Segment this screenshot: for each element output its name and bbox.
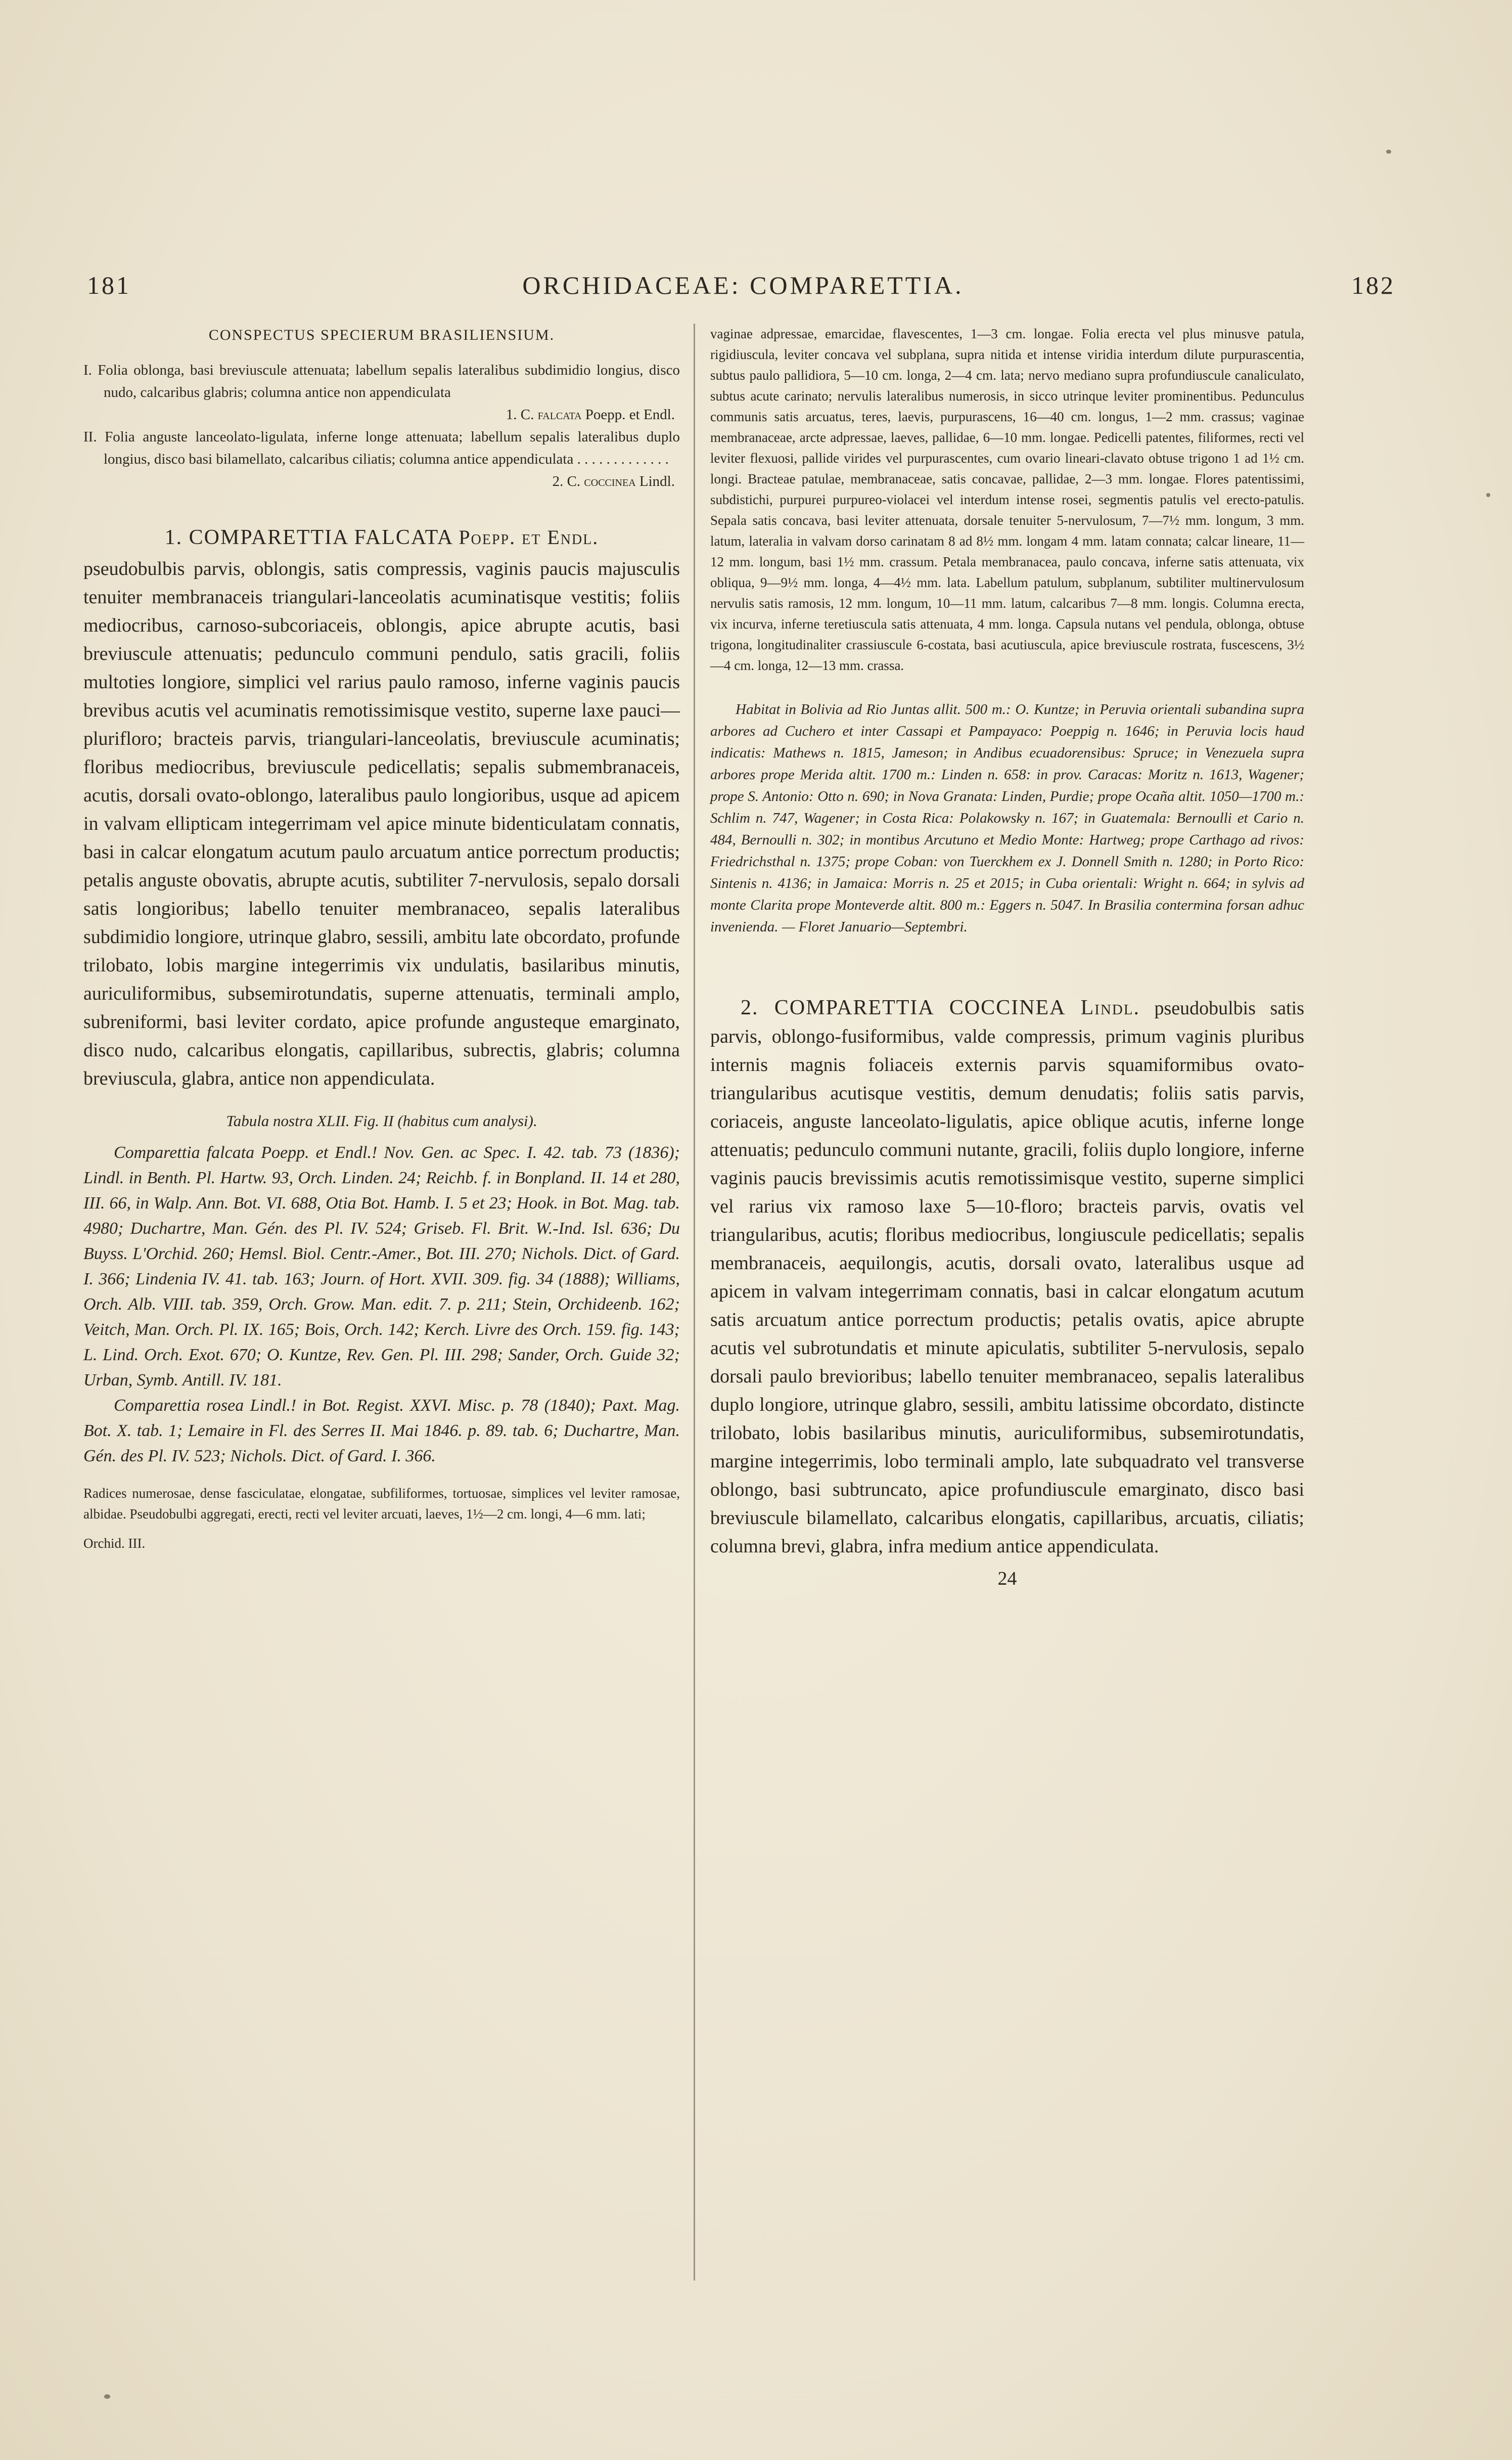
key-result-2-num: 2. C. <box>552 473 581 489</box>
conspectus-key <box>83 359 680 493</box>
conspectus-title: CONSPECTUS SPECIERUM BRASILIENSIUM. <box>208 327 555 343</box>
key-result-2-name: coccinea <box>584 473 636 489</box>
synonymy-falcata: Comparettia falcata Poepp. et Endl.! Nov. Gen. ac Spec. I. 42. tab. 73 (1836); Lindl. in Benth. Pl. Hartw. 93, Orch. Linden. 24; Reichb. f. in Bonpland. II. 14 et 280, III. 66, in Walp. Ann. Bot. VI. 688, Otia Bot. Hamb. I. 5 et 23; Hook. in Bot. Mag. tab. 4980; Duchartre, Man. Gén. des Pl. IV. 524; Griseb. Fl. Brit. W.-Ind. Isl. 636; Du Buyss. L'Orchid. 260; Hemsl. Biol. Centr.-Amer., Bot. III. 270; Nichols. Dict. of Gard. I. 366; Lindenia IV. 41. tab. 163; Journ. of Hort. XVII. 309. fig. 34 (1888); Williams, Orch. Alb. VIII. tab. 359, Orch. Grow. Man. edit. 7. p. 211; Stein, Orchideenb. 162; Veitch, Man. Orch. Pl. IX. 165; Bois, Orch. 142; Kerch. Livre des Orch. 159. fig. 143; L. Lind. Orch. Exot. 670; O. Kuntze, Rev. Gen. Pl. III. 298; Sander, Orch. Guide 32; Urban, Symb. Antill. IV. 181. <box>83 1143 680 1390</box>
species-2-heading <box>741 996 1140 1019</box>
species-1-synonymy <box>83 1140 680 1469</box>
synonymy-rosea: Comparettia rosea Lindl.! in Bot. Regist. XXVI. Misc. p. 78 (1840); Paxt. Mag. Bot. X. tab. 1; Lemaire in Fl. des Serres II. Mai 1846. p. 89. tab. 6; Duchartre, Man. Gén. des Pl. IV. 523; Nichols. Dict. of Gard. I. 366. <box>83 1396 680 1465</box>
species-2-description <box>710 994 1304 1560</box>
species-2-description-text: pseudobulbis satis parvis, oblongo-fusiformibus, valde compressis, primum vaginis pluribus internis magnis foliaceis externis parvis squamiformibus ovato-triangularibus acutisque vestitis, demum denudatis; foliis satis parvis, coriaceis, anguste lanceolato-ligulatis, apice oblique acutis, inferne longe attenuatis; pedunculo communi nutante, gracili, foliis duplo longiore, inferne vaginis paucis brevissimis acutis remotissimisque vestito, superne simplici vel rarius vix ramoso laxe 5—10-floro; bracteis parvis, ovatis vel triangularibus, acutis; floribus mediocribus, longiuscule pedicellatis; sepalis membranaceis, aequilongis, acutis, dorsali ovato, lateralibus usque ad apicem in valvam integerrimam connatis, basi in calcar elongatum acutum satis arcuatum antice porrectum productis; petalis ovatis, apice abrupte acutis vel subrotundatis et minute apiculatis, subtiliter 5-nervulosis, sepalo dorsali paulo brevioribus; labello tenuiter membranaceo, sepalis lateralibus duplo longiore, utrinque glabro, sessili, ambitu latissime obcordato, distincte trilobato, lobis basilaribus minutis, auriculiformibus, subsemirotundatis, margine integerrimis, lobo terminali amplo, late subquadrato vel transverse oblongo, basi subtruncato, apice profundiuscule emarginato, disco basi breviuscule bilamellato, calcaribus elongatis, capillaribus, arcuatis, ciliatis; columna brevi, glabra, infra medium antice appendiculata. <box>710 998 1304 1557</box>
species-2-name: COMPARETTIA COCCINEA <box>774 996 1065 1019</box>
speck <box>1386 150 1391 154</box>
species-1-authority: Poepp. et Endl. <box>459 526 599 549</box>
key-result-1-num: 1. C. <box>506 407 534 423</box>
species-2-number: 2. <box>741 996 759 1019</box>
species-2-block <box>710 994 1304 1560</box>
speck <box>104 2394 110 2399</box>
key-result-2-auth: Lindl. <box>639 473 675 489</box>
species-1-description: pseudobulbis parvis, oblongis, satis compressis, vaginis paucis majusculis tenuiter membranaceis triangulari-lanceolatis acuminatisque vestitis; foliis mediocribus, carnoso-subcoriaceis, oblongis, apice abrupte acutis, basi breviuscule attenuatis; pedunculo communi pendulo, satis gracili, foliis multoties longiore, simplici vel rarius paulo ramoso, inferne vaginis paucis brevibus acutis vel acuminatis remotissimisque vestito, superne laxe pauci—plurifloro; bracteis parvis, triangulari-lanceolatis, breviuscule acuminatis; floribus mediocribus, breviuscule pedicellatis; sepalis submembranaceis, acutis, dorsali ovato-oblongo, lateralibus paulo longioribus, usque ad apicem in valvam ellipticam integerrimam vel apice minute bidenticulatam connatis, basi in calcar elongatum acutum paulo arcuatum antice porrectum productis; petalis anguste obovatis, abrupte acutis, subtiliter 7-nervulosis, sepalo dorsali satis longioribus; labello tenuiter membranaceo, sepalis lateralibus subdimidio longiore, utrinque glabro, sessili, ambitu late obcordato, profunde trilobato, lobis margine integerrimis vix undulatis, basilaribus minutis, auriculiformibus, subsemirotundatis, superne attenuatis, terminali amplo, subreniformi, basi leviter cordato, apice profunde angusteque emarginato, disco nudo, calcaribus elongatis, capillaribus, subrectis, glabris; columna breviuscula, glabra, antice non appendiculata. <box>83 558 680 1089</box>
left-column <box>83 324 680 1551</box>
tabula-reference: Tabula nostra XLII. Fig. II (habitus cum analysi). <box>226 1112 537 1130</box>
running-header <box>81 271 1405 306</box>
key-item-1: I. Folia oblonga, basi breviuscule attenuata; labellum sepalis lateralibus subdimidio longius, disco nudo, calcaribus glabris; columna antice non appendiculata <box>83 362 680 400</box>
key-result-2 <box>83 470 680 493</box>
species-1-notes-left: Radices numerosae, dense fasciculatae, elongatae, subfiliformes, tortuosae, simplices vel leviter ramosae, albidae. Pseudobulbi aggregati, erecti, recti vel leviter arcuati, laeves, 1½—2 cm. longi, 4—6 mm. lati; <box>83 1486 680 1522</box>
column-divider <box>694 324 695 2280</box>
page-number-left: 181 <box>87 271 131 299</box>
page-number-right: 182 <box>1351 271 1395 299</box>
species-2-authority: Lindl. <box>1080 996 1140 1019</box>
key-result-1 <box>83 404 680 426</box>
running-title: ORCHIDACEAE: COMPARETTIA. <box>522 271 964 299</box>
key-item-2: II. Folia anguste lanceolato-ligulata, inferne longe attenuata; labellum sepalis lateralibus duplo longius, disco basi bilamellato, calcaribus ciliatis; columna antice appendiculata . . . . . . . . . . . . . <box>83 429 680 467</box>
key-result-1-name: falcata <box>537 407 582 423</box>
right-column <box>710 324 1304 1590</box>
species-1-number: 1. <box>164 526 183 549</box>
species-1-notes-right: vaginae adpressae, emarcidae, flavescentes, 1—3 cm. longae. Folia erecta vel plus minusve patula, rigidiuscula, leviter concava vel subplana, supra nitida et intense viridia interdum dilute purpurascentia, subtus paulo pallidiora, 5—10 cm. longa, 2—4 cm. lata; nervo mediano supra profundiuscule canaliculato, subtus acute carinato; nervulis lateralibus numerosis, in sicco utrinque leviter prominentibus. Pedunculus communis satis arcuatus, teres, laevis, purpurascens, 16—40 cm. longus, 1—2 mm. crassus; vaginae membranaceae, arcte adpressae, laeves, pallidae, 6—10 mm. longae. Pedicelli patentes, filiformes, recti vel leviter flexuosi, pallide virides vel purpurascentes, cum ovario lineari-clavato obtuse trigono 1 ad 1½ cm. longi. Bracteae patulae, membranaceae, satis concavae, pallidae, 2—3 mm. longae. Flores patentissimi, subdistichi, purpurei purpureo-violacei vel interdum intense rosei, segmentis patulis vel erecto-patulis. Sepala satis concava, basi leviter attenuata, dorsale tenuiter 5-nervulosum, 7—7½ mm. longum, 3 mm. latum, lateralia in valvam dorso carinatam 8 ad 8½ mm. longam 4 mm. latam connata; calcar lineare, 11—12 mm. longum, basi 1½ mm. crassum. Petala membranacea, paulo concava, inferne satis attenuata, vix obliqua, 9—9½ mm. longa, 4—4½ mm. lata. Labellum patulum, subplanum, subtiliter multinervulosum nervulis satis ramosis, 12 mm. longum, 10—11 mm. latum, calcaribus 7—8 mm. longis. Columna erecta, vix incurva, inferne teretiuscula satis attenuata, 4 mm. longa. Capsula nutans vel pendula, oblonga, obtuse trigona, longitudinaliter crassiuscule 6-costata, basi acutiuscula, apice breviuscule rostrata, fuscescens, 3½—4 cm. longa, 12—13 mm. crassa. <box>710 326 1304 673</box>
species-1-name: COMPARETTIA FALCATA <box>189 526 452 549</box>
species-1-habitat: Habitat in Bolivia ad Rio Juntas allit. 500 m.: O. Kuntze; in Peruvia orientali subandina supra arbores ad Cuchero et inter Cassapi et Pampayaco: Poeppig n. 1646; in Peruvia locis haud indicatis: Mathews n. 1815, Jameson; in Andibus ecuadorensibus: Spruce; in Venezuela supra arbores prope Merida altit. 1700 m.: Linden n. 658: in prov. Caracas: Moritz n. 1613, Wagener; prope S. Antonio: Otto n. 690; in Nova Granata: Linden, Purdie; prope Ocaña altit. 1050—1700 m.: Schlim n. 747, Wagener; in Costa Rica: Polakowsky n. 167; in Guatemala: Bernoulli et Cario n. 484, Bernoulli n. 302; in montibus Arcutuno et Medio Monte: Hartweg; prope Carthago ad rivos: Friedrichsthal n. 1375; prope Coban: von Tuerckhem ex J. Donnell Smith n. 1280; in Porto Rico: Sintenis n. 4136; in Jamaica: Morris n. 25 et 2015; in Cuba orientali: Wright n. 664; in sylvis ad monte Clarita prope Monteverde altit. 800 m.: Eggers n. 5047. In Brasilia contermina forsan adhuc invenienda. — Floret Januario—Septembri. <box>710 701 1304 935</box>
gathering-signature: 24 <box>997 1568 1017 1589</box>
key-result-1-auth: Poepp. et Endl. <box>585 407 675 423</box>
signature-mark: Orchid. III. <box>83 1536 146 1551</box>
species-1-heading <box>83 525 680 550</box>
speck <box>1486 493 1490 497</box>
